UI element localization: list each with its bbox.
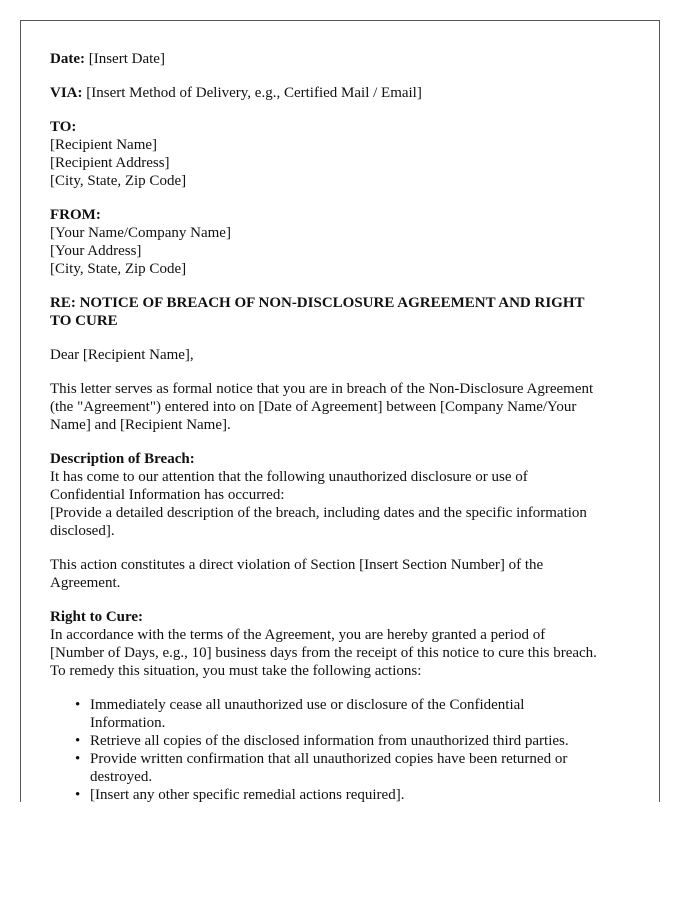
- list-item: [75, 732, 640, 750]
- date-label: Date:: [50, 51, 85, 67]
- via-label: VIA:: [50, 85, 83, 101]
- to-recipient-name: [Recipient Name]: [50, 137, 158, 153]
- to-label: TO:: [50, 119, 77, 135]
- from-city-state-zip: [City, State, Zip Code]: [50, 261, 187, 277]
- bullet-icon: •: [75, 697, 81, 713]
- cure-line: To remedy this situation, you must take the following actions:: [50, 663, 422, 679]
- salutation: Dear [Recipient Name],: [50, 347, 194, 363]
- cure-line: In accordance with the terms of the Agreement, you are hereby granted a period of: [50, 627, 546, 643]
- breach-section: [50, 450, 640, 540]
- bullet-icon: •: [75, 733, 81, 749]
- from-name: [Your Name/Company Name]: [50, 225, 231, 241]
- list-item: [75, 750, 640, 786]
- via-line: [50, 84, 640, 102]
- subject-line-1: RE: NOTICE OF BREACH OF NON-DISCLOSURE AGREEMENT AND RIGHT: [50, 295, 585, 311]
- list-item: [75, 786, 640, 802]
- to-block: [50, 118, 640, 190]
- subject-line: [50, 294, 640, 330]
- bullet-icon: •: [75, 751, 81, 767]
- remedial-actions-list: [50, 696, 640, 802]
- from-label: FROM:: [50, 207, 101, 223]
- violation-paragraph: [50, 556, 640, 592]
- via-value: [Insert Method of Delivery, e.g., Certified Mail / Email]: [86, 85, 422, 101]
- breach-line: It has come to our attention that the following unauthorized disclosure or use of: [50, 469, 528, 485]
- to-recipient-address: [Recipient Address]: [50, 155, 170, 171]
- intro-paragraph: [50, 380, 640, 434]
- to-city-state-zip: [City, State, Zip Code]: [50, 173, 187, 189]
- letter-content: [50, 50, 640, 802]
- subject-line-2: TO CURE: [50, 313, 118, 329]
- violation-line: This action constitutes a direct violation of Section [Insert Section Number] of the: [50, 557, 544, 573]
- intro-line: This letter serves as formal notice that you are in breach of the Non-Disclosure Agreement: [50, 381, 594, 397]
- breach-line: disclosed].: [50, 523, 115, 539]
- action-line: Retrieve all copies of the disclosed information from unauthorized third parties.: [90, 733, 569, 749]
- cure-section: [50, 608, 640, 680]
- intro-line: Name] and [Recipient Name].: [50, 417, 231, 433]
- action-line: destroyed.: [90, 769, 153, 785]
- cure-line: [Number of Days, e.g., 10] business days from the receipt of this notice to cure this breach.: [50, 645, 597, 661]
- from-address: [Your Address]: [50, 243, 142, 259]
- action-line: [Insert any other specific remedial actions required].: [90, 787, 405, 802]
- from-block: [50, 206, 640, 278]
- intro-line: (the "Agreement") entered into on [Date of Agreement] between [Company Name/Your: [50, 399, 577, 415]
- breach-line: [Provide a detailed description of the breach, including dates and the specific information: [50, 505, 587, 521]
- date-line: [50, 50, 640, 68]
- bullet-icon: •: [75, 787, 81, 802]
- action-line: Information.: [90, 715, 166, 731]
- violation-line: Agreement.: [50, 575, 121, 591]
- action-line: Immediately cease all unauthorized use or disclosure of the Confidential: [90, 697, 525, 713]
- date-value: [Insert Date]: [88, 51, 165, 67]
- cure-heading: Right to Cure:: [50, 609, 144, 625]
- action-line: Provide written confirmation that all unauthorized copies have been returned or: [90, 751, 568, 767]
- list-item: [75, 696, 640, 732]
- breach-heading: Description of Breach:: [50, 451, 195, 467]
- letter-page: [20, 20, 660, 802]
- breach-line: Confidential Information has occurred:: [50, 487, 285, 503]
